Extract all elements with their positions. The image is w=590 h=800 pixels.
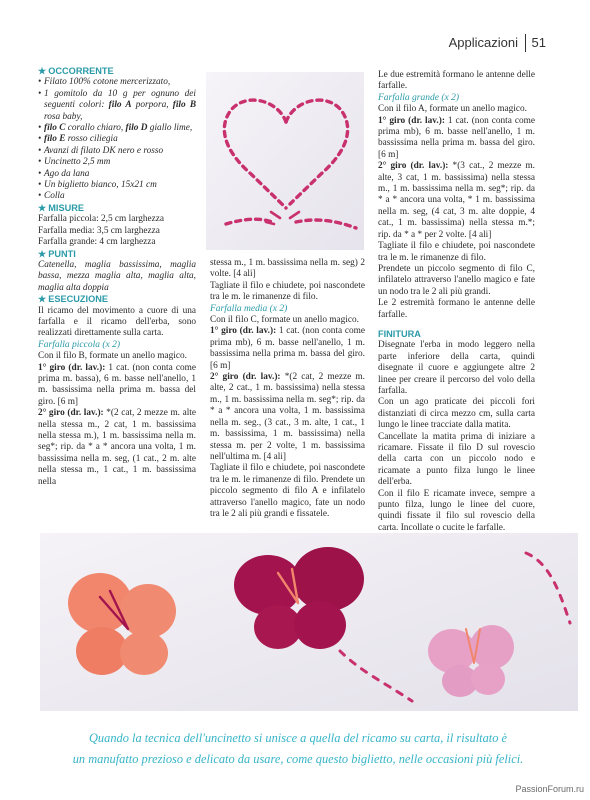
caption-line-2: un manufatto prezioso e delicato da usare, come questo biglietto, nelle occasioni più felici.: [72, 752, 524, 766]
heart-embroidery-image: [206, 72, 364, 250]
caption-line-1: Quando la tecnica dell'uncinetto si unisce a quella del ricamo su carta, il risultato è: [88, 731, 508, 745]
watermark: PassionForum.ru: [515, 784, 584, 794]
finitura-text-4: Con il filo E ricamate invece, sempre a punto filza, lungo le linee del cuore, quindi fissate il filo sul rovescio della carta. Incollate o cucite le farfalle.: [378, 488, 535, 533]
photo-caption: [28, 728, 568, 770]
fp-intro: Con il filo B, formate un anello magico.: [38, 351, 187, 362]
heading-occorrente: ★ OCCORRENTE: [38, 66, 114, 76]
material-item: • Colla: [38, 191, 196, 202]
antenne-text: Le due estremità formano le antenne delle farfalle.: [378, 70, 535, 92]
punti-text: Catenella, maglia bassissima, maglia bassa, mezza maglia alta, maglia alta, maglia alta doppia: [38, 259, 196, 293]
material-item-cont: • filo E rosso ciliegia: [38, 134, 196, 145]
fp-round-2: 2° giro (dr. lav.): *(2 cat, 2 mezze m. alte nella stessa m., 2 cat, 1 m. bassissima nella stessa m.), 1 m. bassissima nella m. seg*; rip. da * a * ancora una volta, 1 m. bassissima nella m. seg, (1 cat., 2 m. alte nella stessa m., 1 cat., 1 m. bassissima nella: [38, 408, 196, 487]
fm-tail: Tagliate il filo e chiudete, poi nascondete tra le m. le rimanenze di filo. Prendete un piccolo segmento di filo A e infilatelo attraverso l'anello magico, fate un nodo tra le 2 ali più grandi e fissatele.: [210, 463, 365, 519]
section-title: Applicazioni: [448, 35, 518, 50]
star-icon: ★: [38, 294, 47, 305]
finitura-text-1: Disegnate l'erba in modo leggero nella parte inferiore della carta, quindi disegnate il cuore e aggiungete altre 2 linee per creare il percorso del volo della farfalla.: [378, 340, 535, 396]
material-item: • Uncinetto 2,5 mm: [38, 157, 196, 168]
fm-intro: Con il filo C, formate un anello magico.: [210, 315, 359, 326]
fm-round-1: 1° giro (dr. lav.): 1 cat. (non conta come prima mb), 6 m. basse nell'anello, 1 m. bassissima nella prima m. bassa del giro. [6 m]: [210, 326, 365, 371]
material-item: • Filato 100% cotone mercerizzato,: [38, 77, 196, 88]
finitura-text-3: Cancellate la matita prima di iniziare a ricamare. Fissate il filo D sul rovescio della carta con un piccolo nodo e ricamate a punto filza lungo le linee dell'erba.: [378, 431, 535, 488]
column-right: [378, 70, 535, 534]
fg-round-1: 1° giro (dr. lav.): 1 cat. (non conta come prima mb), 6 m. basse nell'anello, 1 m. bassissima nella prima m. bassa del giro. [6 m]: [378, 115, 535, 160]
star-icon: ★: [38, 66, 47, 76]
fg-tail-2: Prendete un piccolo segmento di filo C, infilatelo attraverso l'anello magico e fate un nodo tra le 2 ali più grandi.: [378, 263, 535, 297]
header-separator: [525, 34, 526, 52]
fp-tail: Tagliate il filo e chiudete, poi nascondete tra le m. le rimanenze di filo.: [210, 280, 365, 303]
misure-line: Farfalla piccola: 2,5 cm larghezza: [38, 214, 165, 225]
misure-line: Farfalla media: 3,5 cm larghezza: [38, 225, 160, 236]
fg-intro: Con il filo A, formate un anello magico.: [378, 104, 527, 115]
heading-farfalla-grande: Farfalla grande (x 2): [378, 92, 460, 103]
butterflies-photo: [40, 533, 578, 711]
heading-farfalla-piccola: Farfalla piccola (x 2): [38, 339, 121, 350]
heart-embroidery-photo: [206, 72, 364, 250]
material-item-cont: • filo C corallo chiaro, filo D giallo lime,: [38, 123, 196, 134]
fg-round-2: 2° giro (dr. lav.): *(3 cat., 2 mezze m. alte, 3 cat, 1 m. bassissima) nella stessa m., 1 m. bassissima nella m. seg*; rip. da * a * ancora una volta, * 1 m. bassissima nella m. seg, (4 cat, 3 m. alte doppie, 4 cat., 1 m. bassissima) nella stessa m.*; rip. da * a * per 2 volte. [4 ali]: [378, 161, 535, 240]
material-item: • 1 gomitolo da 10 g per ognuno dei seguenti colori: filo A porpora, filo B rosa baby,: [38, 89, 196, 123]
heading-finitura: FINITURA: [378, 328, 421, 339]
heading-farfalla-media: Farfalla media (x 2): [210, 303, 288, 314]
page-number: 51: [531, 35, 546, 50]
heading-misure: ★ MISURE: [38, 202, 84, 213]
material-item: • Un biglietto bianco, 15x21 cm: [38, 180, 196, 191]
material-item: • Avanzi di filato DK nero e rosso: [38, 146, 196, 157]
heading-punti: ★ PUNTI: [38, 248, 76, 259]
fm-round-2: 2° giro (dr. lav.): *(2 cat, 2 mezze m. alte, 2 cat., 1 m. bassissima) nella stessa m., 1 m. bassissima nella m. seg*; rip. da * a * ancora una volta, 1 m. bassissima nella m. seg., (3 cat., 3 m. alte, 1 cat., 1 m. bassissima, 1 m. bassissima) nella stessa m. per 2 volte, 1 m. bassissima nell'ultima m. [4 ali]: [210, 372, 365, 462]
fp-round-1: 1° giro (dr. lav.): 1 cat. (non conta come prima m. bassa), 6 m. basse nell'anello, 1 m. bassissima nella prima m. bassa del giro. [6 m]: [38, 362, 196, 407]
column-middle: [210, 258, 365, 520]
fg-tail: Tagliate il filo e chiudete, poi nascondete tra le m. le rimanenze di filo.: [378, 241, 535, 263]
column-left: [38, 66, 196, 488]
heading-esecuzione: ★ ESECUZIONE: [38, 294, 108, 305]
star-icon: ★: [38, 248, 47, 259]
fg-tail-3: Le 2 estremità formano le antenne delle farfalle.: [378, 298, 535, 320]
material-item: • Ago da lana: [38, 169, 196, 180]
misure-line: Farfalla grande: 4 cm larghezza: [38, 237, 156, 248]
page-header: [0, 34, 590, 54]
star-icon: ★: [38, 202, 47, 213]
finitura-text-2: Con un ago praticate dei piccoli fori distanziati di circa mezzo cm, sulla carta lungo le linee tracciate dalla matita.: [378, 397, 535, 431]
fp-continuation: stessa m., 1 m. bassissima nella m. seg) 2 volte. [4 ali]: [210, 258, 365, 280]
materials-list: [38, 77, 196, 202]
butterflies-image: [40, 533, 578, 711]
esecuzione-text: Il ricamo del movimento a cuore di una farfalla e il ricamo dell'erba, sono realizzati direttamente sulla carta.: [38, 305, 196, 339]
